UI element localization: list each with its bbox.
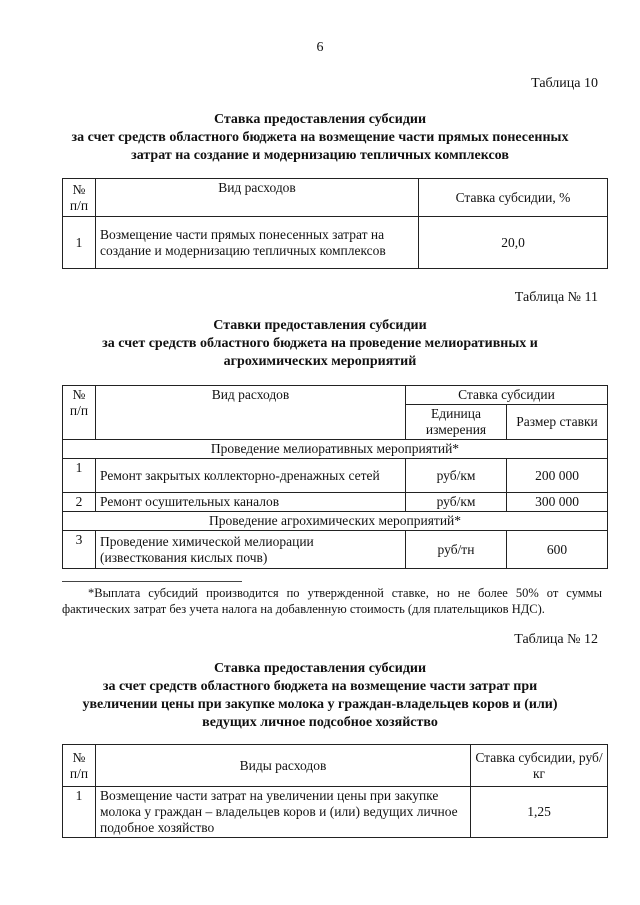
footnote-divider xyxy=(62,581,242,582)
header-kind: Вид расходов xyxy=(96,179,419,217)
table-row xyxy=(63,217,608,269)
table-11 xyxy=(62,385,608,569)
cell-num: 1 xyxy=(63,459,96,493)
cell-size: 600 xyxy=(507,531,608,569)
title-line: увеличении цены при закупке молока у граждан-владельцев коров и (или) xyxy=(82,697,558,712)
cell-num: 1 xyxy=(63,787,96,838)
table-10-label: Таблица 10 xyxy=(531,76,598,91)
title-line: затрат на создание и модернизацию тепличных комплексов xyxy=(131,148,509,163)
cell-size: 300 000 xyxy=(507,493,608,512)
table-12-title xyxy=(40,660,600,732)
cell-size: 200 000 xyxy=(507,459,608,493)
cell-kind: Возмещение части затрат на увеличении цены при закупке молока у граждан – владельцев коров и (или) ведущих личное подобное хозяйство xyxy=(96,787,471,838)
title-line: за счет средств областного бюджета на проведение мелиоративных и xyxy=(102,336,538,351)
title-line: Ставка предоставления субсидии xyxy=(213,112,427,127)
cell-unit: руб/тн xyxy=(406,531,507,569)
header-kind: Вид расходов xyxy=(96,386,406,440)
header-rate: Ставка субсидии, % xyxy=(419,179,608,217)
cell-kind: Проведение химической мелиорации (известкования кислых почв) xyxy=(96,531,406,569)
table-11-label: Таблица № 11 xyxy=(514,290,598,305)
table-row xyxy=(63,787,608,838)
table-10 xyxy=(62,178,608,269)
cell-kind: Ремонт закрытых коллекторно-дренажных сетей xyxy=(96,459,406,493)
title-line: агрохимических мероприятий xyxy=(223,354,417,369)
section-agrochemical: Проведение агрохимических мероприятий* xyxy=(63,512,608,531)
title-line: Ставки предоставления субсидии xyxy=(213,318,427,333)
header-num: № п/п xyxy=(63,745,96,787)
table-row xyxy=(63,531,608,569)
table-12 xyxy=(62,744,608,838)
title-line: ведущих личное подсобное хозяйство xyxy=(202,715,438,730)
header-rate: Ставка субсидии, руб/кг xyxy=(471,745,608,787)
header-kind: Виды расходов xyxy=(96,745,471,787)
title-line: за счет средств областного бюджета на возмещение части затрат при xyxy=(102,679,538,694)
cell-num: 3 xyxy=(63,531,96,569)
header-num: № п/п xyxy=(63,386,96,440)
footnote: *Выплата субсидий производится по утвержденной ставке, но не более 50% от суммы фактических затрат без учета налога на добавленную стоимость (для плательщиков НДС). xyxy=(62,586,602,616)
table-10-title xyxy=(40,111,600,165)
header-num: № п/п xyxy=(63,179,96,217)
cell-num: 2 xyxy=(63,493,96,512)
table-row xyxy=(63,493,608,512)
cell-rate: 20,0 xyxy=(419,217,608,269)
cell-kind: Ремонт осушительных каналов xyxy=(96,493,406,512)
table-11-title xyxy=(40,317,600,371)
title-line: Ставка предоставления субсидии xyxy=(213,661,427,676)
table-row xyxy=(63,459,608,493)
cell-unit: руб/км xyxy=(406,493,507,512)
table-12-label: Таблица № 12 xyxy=(514,632,598,647)
cell-num: 1 xyxy=(63,217,96,269)
header-unit: Единица измерения xyxy=(406,405,507,440)
page-number: 6 xyxy=(316,40,324,55)
cell-kind: Возмещение части прямых понесенных затрат на создание и модернизацию тепличных комплексов xyxy=(96,217,419,269)
section-melioration: Проведение мелиоративных мероприятий* xyxy=(63,440,608,459)
header-size: Размер ставки xyxy=(507,405,608,440)
title-line: за счет средств областного бюджета на возмещение части прямых понесенных xyxy=(71,130,569,145)
cell-unit: руб/км xyxy=(406,459,507,493)
cell-rate: 1,25 xyxy=(471,787,608,838)
header-rate: Ставка субсидии xyxy=(406,386,608,405)
